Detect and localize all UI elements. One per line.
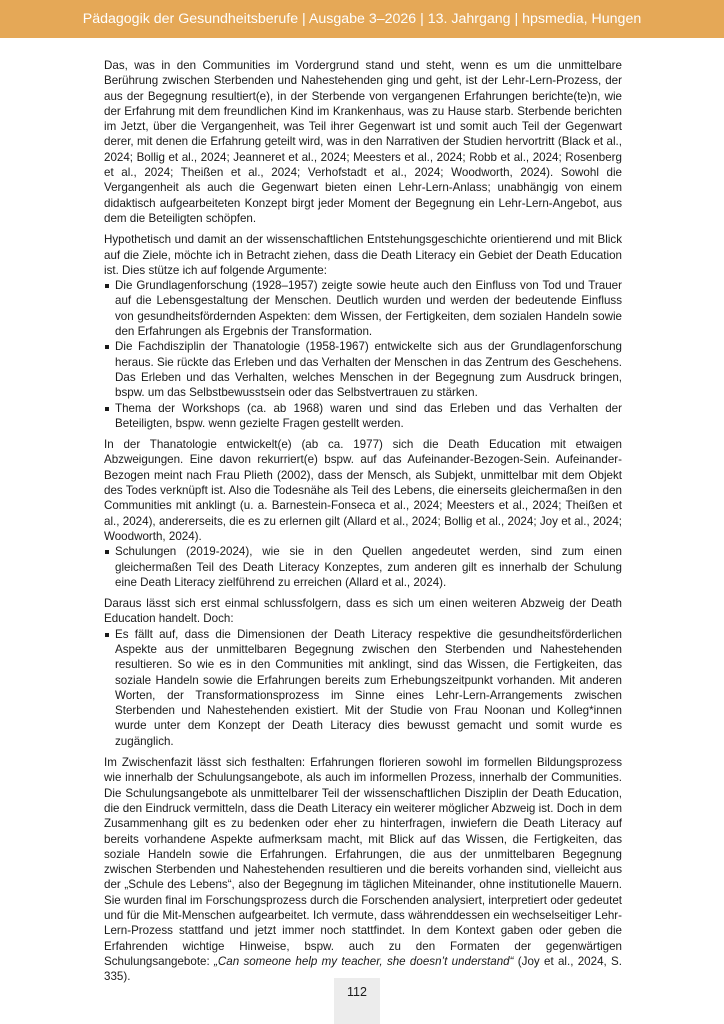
paragraph-3: In der Thanatologie entwickelt(e) (ab ca. 1977) sich die Death Education mit etwaigen Abzweigungen. Eine davon rekurriert(e) bspw. auf das Aufeinander-Bezogen-Sein. Aufeinander-Bezogen meint nach Frau Plieth (2002), dass der Mensch, als Subjekt, unmittelbar mit dem Objekt des Todes verknüpft ist. Also die Todesnähe als Teil des Lebens, die einerseits gleichermaßen in den Communities mit anklingt (u. a. Barnestein-Fonseca et al., 2024; Meesters et al., 2024; Theißen et al., 2024), andererseits, die es zu erlernen gilt (Allard et al., 2024; Bollig et al., 2024; Joy et al., 2024; Woodworth, 2024). [104,438,622,543]
list-item: Es fällt auf, dass die Dimensionen der Death Literacy respektive die gesundheitsförderlichen Aspekte aus der unmittelbaren Begegnung zwischen den Sterbenden und Nahestehenden resultieren. So wie es in den Communities mit anklingt, sind das Wissen, die Fertigkeiten, das soziale Handeln sowie die Erfahrungen bereits zum Erhebungszeitpunkt vorhanden. Mit anderen Worten, der Transformationsprozess im Sinne eines Lehr-Lern-Arrangements zwischen Sterbenden und Nahestehenden existiert. Mit der Studie von Frau Noonan und Kolleg*innen wurde unter dem Konzept der Death Literacy dies bewusst gemacht und somit wurde es zugänglich. [104,627,622,749]
list-item: Die Grundlagenforschung (1928–1957) zeigte sowie heute auch den Einfluss von Tod und Trauer auf die Lebensgestaltung der Menschen. Deutlich wurden und werden der bedeutende Einfluss von gesundheitsfördernden Aspekten: dem Wissen, der Fertigkeiten, dem sozialen Handeln sowie den Erfahrungen als Ergebnis der Transformation. [104,278,622,339]
dimensions-list [104,627,622,749]
list-item: Thema der Workshops (ca. ab 1968) waren und sind das Erleben und das Verhalten der Beteiligten, bspw. wenn gezielte Fragen gestellt werden. [104,401,622,432]
paragraph-5 [104,755,622,984]
quote: „Can someone help my teacher, she doesn’t understand“ [214,954,514,968]
paragraph-5-text: Im Zwischenfazit lässt sich festhalten: Erfahrungen florieren sowohl im formellen Bildungsprozess wie innerhalb der Schulungsangebote, als auch im informellen Prozess, innerhalb der Communities. Die Schulungsangebote als unmittelbarer Teil der wissenschaftlichen Disziplin der Death Education, die den Eindruck vermitteln, dass die Death Literacy ein weiterer möglicher Abzweig ist. Doch in dem Zusammenhang gilt es zu bedenken oder eher zu hinterfragen, inwiefern die Death Literacy auf bereits vorhandene Aspekte aufmerksam macht, mit Blick auf das Wissen, die Fertigkeiten, das soziale Handeln sowie die Erfahrungen. Erfahrungen, die aus der unmittelbaren Begegnung zwischen Sterbenden und Nahestehenden resultieren und die bereits vorhanden sind, vielleicht aus der „Schule des Lebens“, also der Begegnung im täglichen Miteinander, ohne institutionelle Mauern. Sie wurden final im Forschungsprozess durch die Forschenden analysiert, interpretiert oder gedeutet und für die Mit-Menschen aufgearbeitet. Ich vermute, dass währenddessen ein wechselseitiger Lehr-Lern-Prozess stattfand und jetzt immer noch stattfindet. In dem Kontext gaben oder geben die Erfahrenden wichtige Hinweise, bspw. auch zu den Formaten der gegenwärtigen Schulungsangebote: [104,756,622,968]
paragraph-1: Das, was in den Communities im Vordergrund stand und steht, wenn es um die unmittelbare Berührung zwischen Sterbenden und Nahestehenden ging und geht, ist der Lehr-Lern-Prozess, der aus der Begegnung resultiert(e), in der Sterbende von vergangenen Erfahrungen berichte(te)n, wie der Erfahrung mit dem freundlichen Kind im Krankenhaus, was zu Hause starb. Sterbende berichten im Jetzt, über die Vergangenheit, was Teil ihrer Gegenwart ist und somit auch Teil der Gegenwart derer, mit denen die Erfahrung geteilt wird, was in den Narrativen der Studien hervortritt (Black et al., 2024; Bollig et al., 2024; Jeanneret et al., 2024; Meesters et al., 2024; Robb et al., 2024; Rosenberg et al., 2024; Theißen et al., 2024; Verhofstadt et al., 2024; Woodworth, 2024). Sowohl die Vergangenheit als auch die Gegenwart bieten einen Lehr-Lern-Anlass; unabhängig von einem didaktisch aufgearbeiteten Konzept birgt jeder Moment der Begegnung ein Lehr-Lern-Angebot, aus dem die Beteiligten schöpfen. [104,59,622,225]
argument-list [104,278,622,431]
running-header: Pädagogik der Gesundheitsberufe | Ausgabe 3–2026 | 13. Jahrgang | hpsmedia, Hungen [82,11,642,27]
schulungen-list [104,544,622,590]
list-item: Die Fachdisziplin der Thanatologie (1958-1967) entwickelte sich aus der Grundlagenforschung heraus. Sie rückte das Erleben und das Verhalten der Menschen in das Zentrum des Geschehens. Das Erleben und das Verhalten, welches Menschen in der Begegnung zum Ausdruck bringen, bspw. um das Selbstbewusstsein oder das Selbstvertrauen zu stärken. [104,339,622,400]
article-body [104,58,622,991]
paragraph-2: Hypothetisch und damit an der wissenschaftlichen Entstehungsgeschichte orientierend und mit Blick auf die Ziele, möchte ich in Betracht ziehen, dass die Death Literacy ein Gebiet der Death Education ist. Dies stütze ich auf folgende Argumente: [104,233,622,277]
list-item: Schulungen (2019-2024), wie sie in den Quellen angedeutet werden, sind zum einen gleichermaßen Teil des Death Literacy Konzeptes, zum anderen gilt es innerhalb der Schulung eine Death Literacy zielführend zu erreichen (Allard et al., 2024). [104,544,622,590]
citation: (Joy et al., 2024, S. 335). [104,954,622,984]
page-number: 112 [347,985,367,999]
paragraph-4: Daraus lässt sich erst einmal schlussfolgern, dass es sich um einen weiteren Abzweig der Death Education handelt. Doch: [104,597,622,626]
